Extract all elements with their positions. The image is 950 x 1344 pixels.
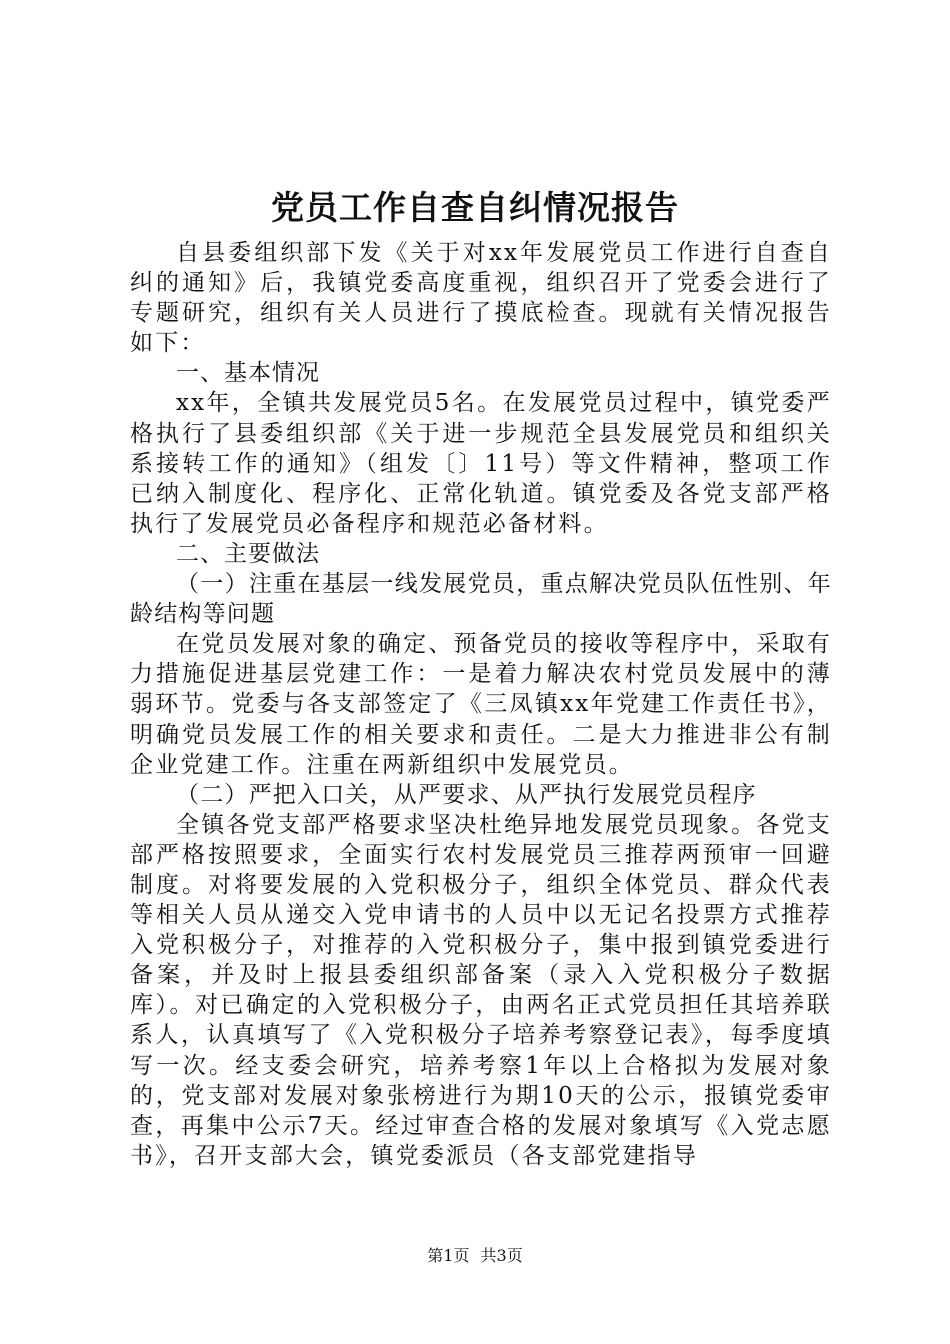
page-number-current: 第1页 <box>427 1246 470 1265</box>
page-number-total: 共3页 <box>480 1246 523 1265</box>
subsection-2-paragraph: 全镇各党支部严格要求坚决杜绝异地发展党员现象。各党支部严格按照要求，全面实行农村发展党员三推荐两预审一回避制度。对将要发展的入党积极分子，组织全体党员、群众代表等相关人员从递交入党申请书的人员中以无记名投票方式推荐入党积极分子，对推荐的入党积极分子，集中报到镇党委进行备案，并及时上报县委组织部备案（录入入党积极分子数据库）。对已确定的入党积极分子，由两名正式党员担任其培养联系人，认真填写了《入党积极分子培养考察登记表》，每季度填写一次。经支委会研究，培养考察1年以上合格拟为发展对象的，党支部对发展对象张榜进行为期10天的公示，报镇党委审查，再集中公示7天。经过审查合格的发展对象填写《入党志愿书》，召开支部大会，镇党委派员（各支部党建指导 <box>130 811 832 1169</box>
subsection-heading-2: （二）严把入口关，从严要求、从严执行发展党员程序 <box>176 781 757 808</box>
document-title: 党员工作自查自纠情况报告 <box>271 188 679 227</box>
basic-situation-paragraph: xx年，全镇共发展党员5名。在发展党员过程中，镇党委严格执行了县委组织部《关于进一步规范全县发展党员和组织关系接转工作的通知》（组发〔〕11号）等文件精神，整项工作已纳入制度化、程序化、正常化轨道。镇党委及各党支部严格执行了发展党员必备程序和规范必备材料。 <box>130 390 832 537</box>
subsection-heading-1: （一）注重在基层一线发展党员，重点解决党员队伍性别、年龄结构等问题 <box>130 571 832 628</box>
section-heading-basic-situation: 一、基本情况 <box>176 360 320 387</box>
intro-paragraph: 自县委组织部下发《关于对xx年发展党员工作进行自查自纠的通知》后，我镇党委高度重视，组织召开了党委会进行了专题研究，组织有关人员进行了摸底检查。现就有关情况报告如下： <box>130 240 832 357</box>
document-body <box>130 238 832 1171</box>
section-heading-main-practices: 二、主要做法 <box>176 540 320 567</box>
page-footer <box>0 1245 950 1267</box>
subsection-1-paragraph: 在党员发展对象的确定、预备党员的接收等程序中，采取有力措施促进基层党建工作：一是着力解决农村党员发展中的薄弱环节。党委与各支部签定了《三凤镇xx年党建工作责任书》，明确党员发展工作的相关要求和责任。二是大力推进非公有制企业党建工作。注重在两新组织中发展党员。 <box>130 631 832 778</box>
